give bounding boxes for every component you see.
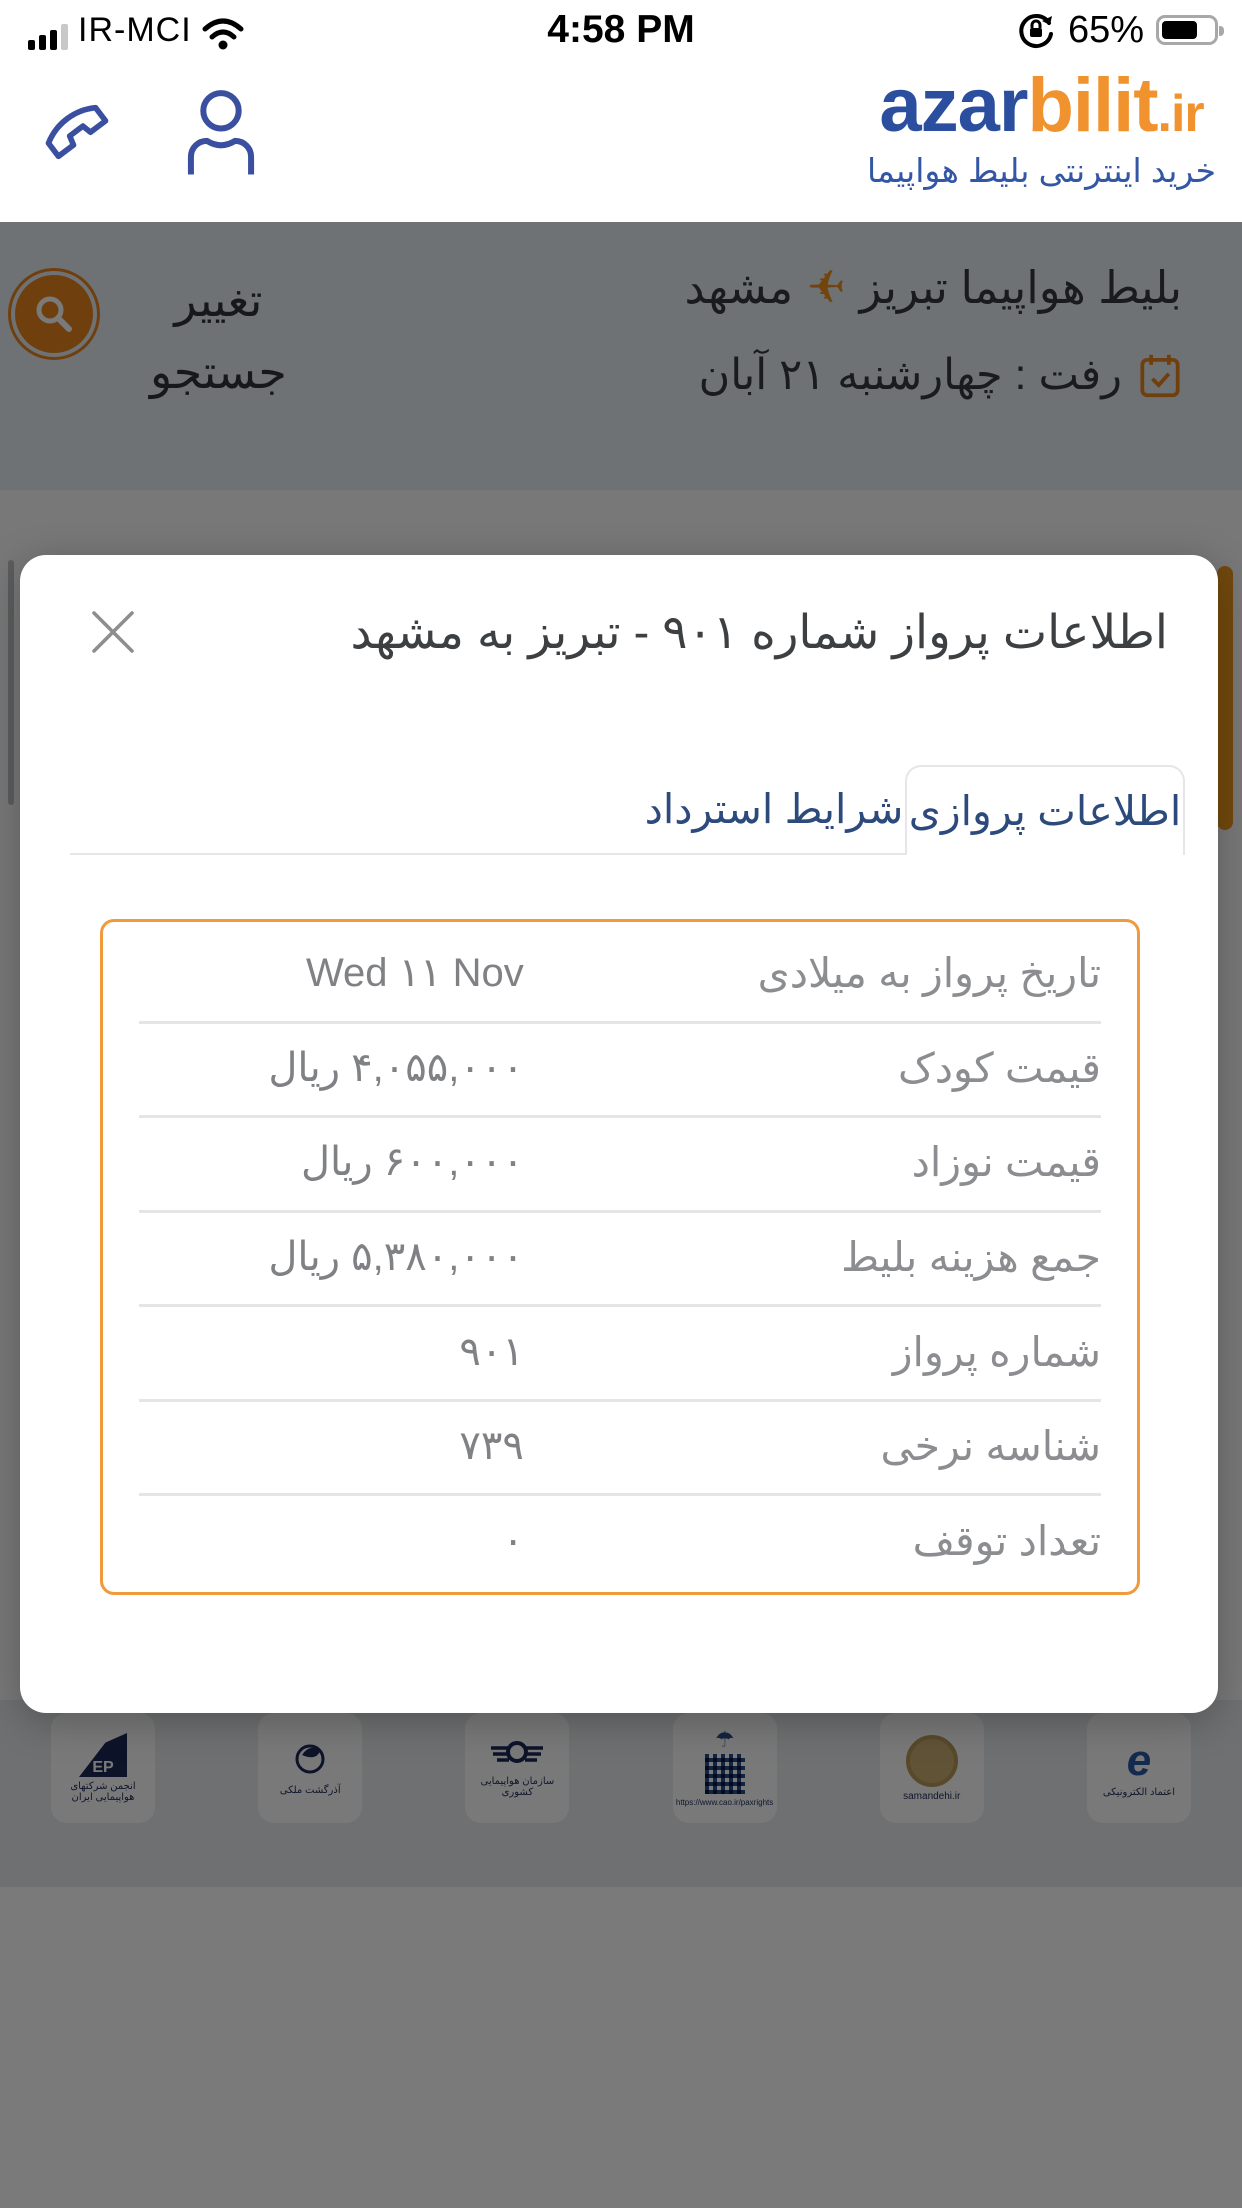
- logo-tagline: خرید اینترنتی بلیط هواپیما: [866, 152, 1216, 189]
- row-label: قیمت نوزاد: [911, 1139, 1101, 1186]
- phone-contact-button[interactable]: [36, 84, 118, 180]
- logo-ir-suffix: .ir: [1157, 85, 1204, 143]
- row-label: تاریخ پرواز به میلادی: [757, 950, 1101, 997]
- row-label: جمع هزینه بلیط: [841, 1234, 1101, 1281]
- logo-wordmark: [867, 62, 1216, 149]
- row-value: ۶۰۰,۰۰۰ ریال: [300, 1140, 524, 1185]
- row-label: شناسه نرخی: [880, 1423, 1101, 1470]
- row-label: شماره پرواز: [892, 1328, 1101, 1375]
- row-value: ۹۰۱: [459, 1329, 524, 1374]
- site-header: [0, 54, 1242, 222]
- phone-icon: [37, 92, 117, 172]
- modal-title: اطلاعات پرواز شماره ۹۰۱ - تبریز به مشهد: [350, 605, 1168, 658]
- clock-label: 4:58 PM: [547, 8, 695, 51]
- battery-icon: [1156, 15, 1218, 45]
- tab-bar-underline: [70, 765, 643, 855]
- modal-tabs: [20, 765, 1218, 855]
- status-right: [1016, 9, 1218, 52]
- table-row: [103, 1399, 1137, 1494]
- row-value: ۴,۰۵۵,۰۰۰ ریال: [268, 1045, 524, 1090]
- close-button[interactable]: [80, 599, 146, 665]
- person-icon: [182, 86, 260, 178]
- row-value: ۷۳۹: [459, 1424, 524, 1469]
- table-row: [103, 1115, 1137, 1210]
- flight-info-table: [100, 919, 1140, 1595]
- close-icon: [88, 607, 138, 657]
- row-value: ۵,۳۸۰,۰۰۰ ریال: [268, 1235, 524, 1280]
- site-logo[interactable]: [867, 62, 1216, 190]
- table-row: [103, 1304, 1137, 1399]
- carrier-label: IR-MCI: [78, 10, 192, 49]
- table-row: [103, 1210, 1137, 1305]
- flight-info-modal: [20, 555, 1218, 1713]
- modal-header: [20, 555, 1218, 665]
- status-bar: [0, 0, 1242, 54]
- row-value: Wed ۱۱ Nov: [305, 951, 524, 996]
- header-actions: [36, 84, 262, 180]
- table-row: [103, 1493, 1137, 1588]
- row-label: تعداد توقف: [912, 1517, 1101, 1564]
- profile-button[interactable]: [180, 84, 262, 180]
- battery-percent-label: 65%: [1067, 8, 1144, 51]
- rotation-lock-icon: [1016, 10, 1056, 50]
- row-label: قیمت کودک: [898, 1044, 1101, 1091]
- tab-flight-info[interactable]: اطلاعات پروازی: [905, 765, 1185, 855]
- table-row: [103, 926, 1137, 1021]
- logo-azar: azar: [879, 63, 1028, 148]
- table-row: [103, 1021, 1137, 1116]
- logo-bilit: bilit: [1027, 63, 1158, 148]
- tab-refund-conditions[interactable]: شرایط استرداد: [643, 765, 905, 855]
- row-value: ۰: [502, 1518, 524, 1563]
